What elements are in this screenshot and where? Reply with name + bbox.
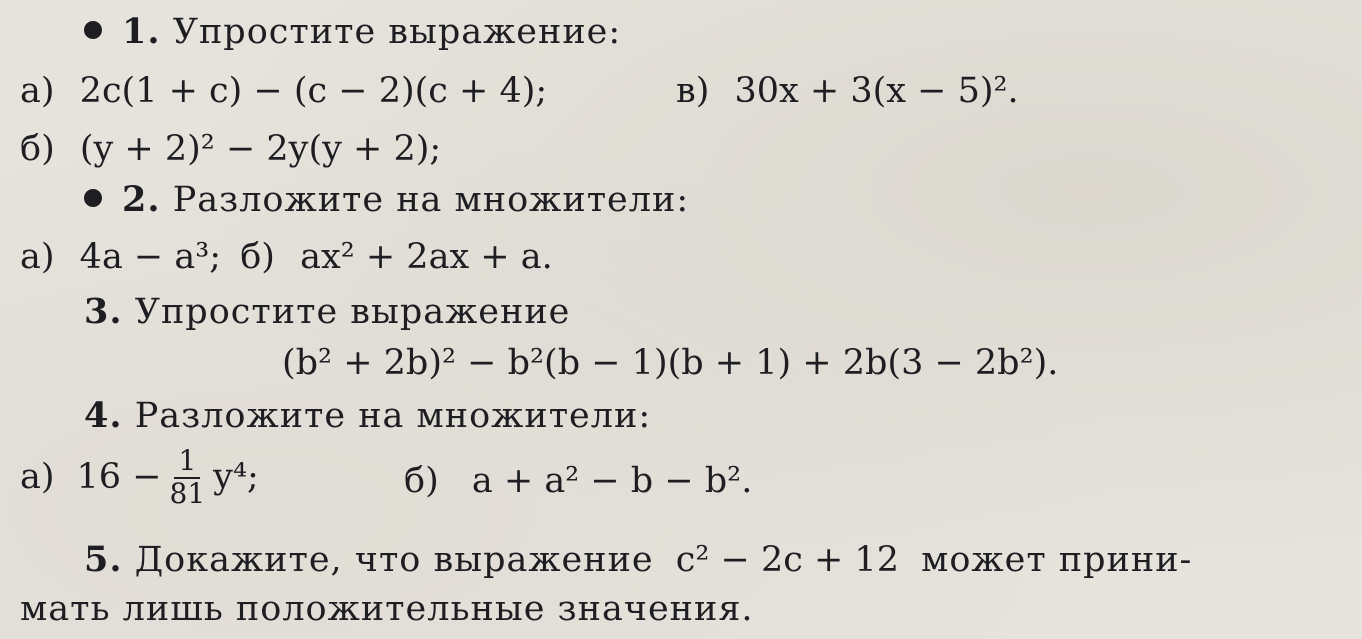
item-label-v: в) — [676, 71, 710, 111]
task3-number: 3. — [84, 291, 123, 332]
bullet-icon — [84, 189, 102, 207]
item-label-a: а) — [20, 457, 55, 498]
task4-a-suffix: y⁴; — [213, 457, 259, 498]
bullet-icon — [84, 21, 102, 39]
item-label-a: а) — [20, 71, 55, 111]
task1-item-a — [20, 71, 548, 111]
task1-item-b — [20, 129, 442, 169]
task4-b-expression: a + a² − b − b². — [471, 461, 753, 501]
task2-number: 2. — [122, 179, 161, 220]
task1-header — [84, 11, 622, 52]
task4-title: Разложите на множители: — [134, 396, 652, 436]
item-label-b: б) — [404, 461, 439, 501]
fraction-denominator: 81 — [169, 476, 206, 510]
fraction — [166, 446, 210, 510]
task1-number: 1. — [122, 11, 161, 52]
task2-items — [20, 237, 553, 277]
task3-header — [84, 291, 571, 332]
task1-b-expression: (y + 2)² − 2y(y + 2); — [79, 129, 442, 169]
task5-number: 5. — [84, 539, 123, 580]
item-label-a: а) — [20, 237, 55, 277]
task4-a-prefix: 16 − — [76, 457, 162, 498]
task1-v-expression: 30x + 3(x − 5)². — [734, 71, 1019, 111]
task4-item-b — [404, 461, 753, 501]
task4-item-a — [20, 446, 259, 510]
task5-text: Докажите, что выражение — [134, 540, 654, 580]
task5-line1 — [84, 539, 1193, 580]
task5-tail: может прини- — [921, 540, 1193, 580]
item-label-b: б) — [240, 237, 275, 277]
task5-line2: мать лишь положительные значения. — [20, 589, 754, 629]
item-label-b: б) — [20, 129, 55, 169]
task2-a-expression: 4a − a³; — [79, 237, 222, 277]
fraction-numerator: 1 — [174, 446, 200, 479]
task3-title: Упростите выражение — [134, 292, 571, 332]
task1-title: Упростите выражение: — [172, 12, 622, 52]
task3-expression: (b² + 2b)² − b²(b − 1)(b + 1) + 2b(3 − 2b²). — [282, 343, 1059, 383]
task4-header — [84, 395, 652, 436]
task5-expression: c² − 2c + 12 — [675, 540, 899, 580]
task4-number: 4. — [84, 395, 123, 436]
task2-b-expression: ax² + 2ax + a. — [300, 237, 553, 277]
task1-a-expression: 2c(1 + c) − (c − 2)(c + 4); — [79, 71, 548, 111]
task2-header — [84, 179, 690, 220]
task2-title: Разложите на множители: — [172, 180, 690, 220]
task1-item-v — [676, 71, 1019, 111]
